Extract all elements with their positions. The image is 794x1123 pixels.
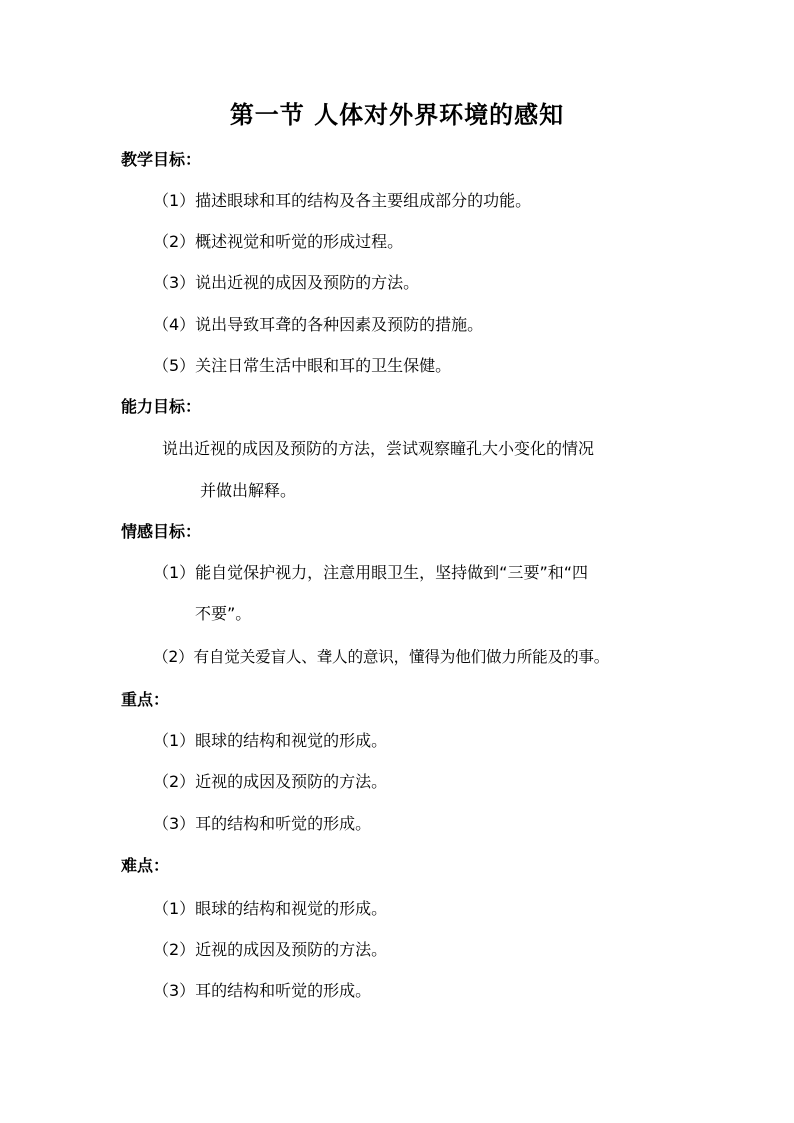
emotion-goals-heading: 情感目标： (121, 522, 202, 541)
teaching-goal-item: （1）描述眼球和耳的结构及各主要组成部分的功能。 (153, 191, 532, 210)
page-title: 第一节 人体对外界环境的感知 (229, 100, 565, 129)
emotion-goal-item1-line1: （1）能自觉保护视力，注意用眼卫生，坚持做到“三要”和“四 (153, 563, 589, 582)
teaching-goal-item: （5）关注日常生活中眼和耳的卫生保健。 (153, 356, 452, 375)
difficult-point-item: （1）眼球的结构和视觉的形成。 (153, 899, 388, 918)
ability-goal-text-line2: 并做出解释。 (200, 481, 297, 500)
emotion-goal-item1-line2: 不要”。 (195, 604, 252, 623)
key-point-item: （1）眼球的结构和视觉的形成。 (153, 731, 388, 750)
difficult-points-heading: 难点： (121, 856, 170, 875)
teaching-goal-item: （2）概述视觉和听觉的形成过程。 (153, 232, 404, 251)
key-point-item: （3）耳的结构和听觉的形成。 (153, 814, 372, 833)
key-point-item: （2）近视的成因及预防的方法。 (153, 772, 388, 791)
difficult-point-item: （3）耳的结构和听觉的形成。 (153, 981, 372, 1000)
emotion-goal-item2: （2）有自觉关爱盲人、聋人的意识，懂得为他们做力所能及的事。 (153, 648, 610, 666)
teaching-goals-heading: 教学目标： (121, 150, 202, 169)
key-points-heading: 重点： (121, 690, 170, 709)
ability-goal-text-line1: 说出近视的成因及预防的方法，尝试观察瞳孔大小变化的情况 (162, 439, 595, 458)
teaching-goal-item: （4）说出导致耳聋的各种因素及预防的措施。 (153, 315, 484, 334)
ability-goals-heading: 能力目标： (121, 397, 202, 416)
difficult-point-item: （2）近视的成因及预防的方法。 (153, 940, 388, 959)
teaching-goal-item: （3）说出近视的成因及预防的方法。 (153, 273, 420, 292)
